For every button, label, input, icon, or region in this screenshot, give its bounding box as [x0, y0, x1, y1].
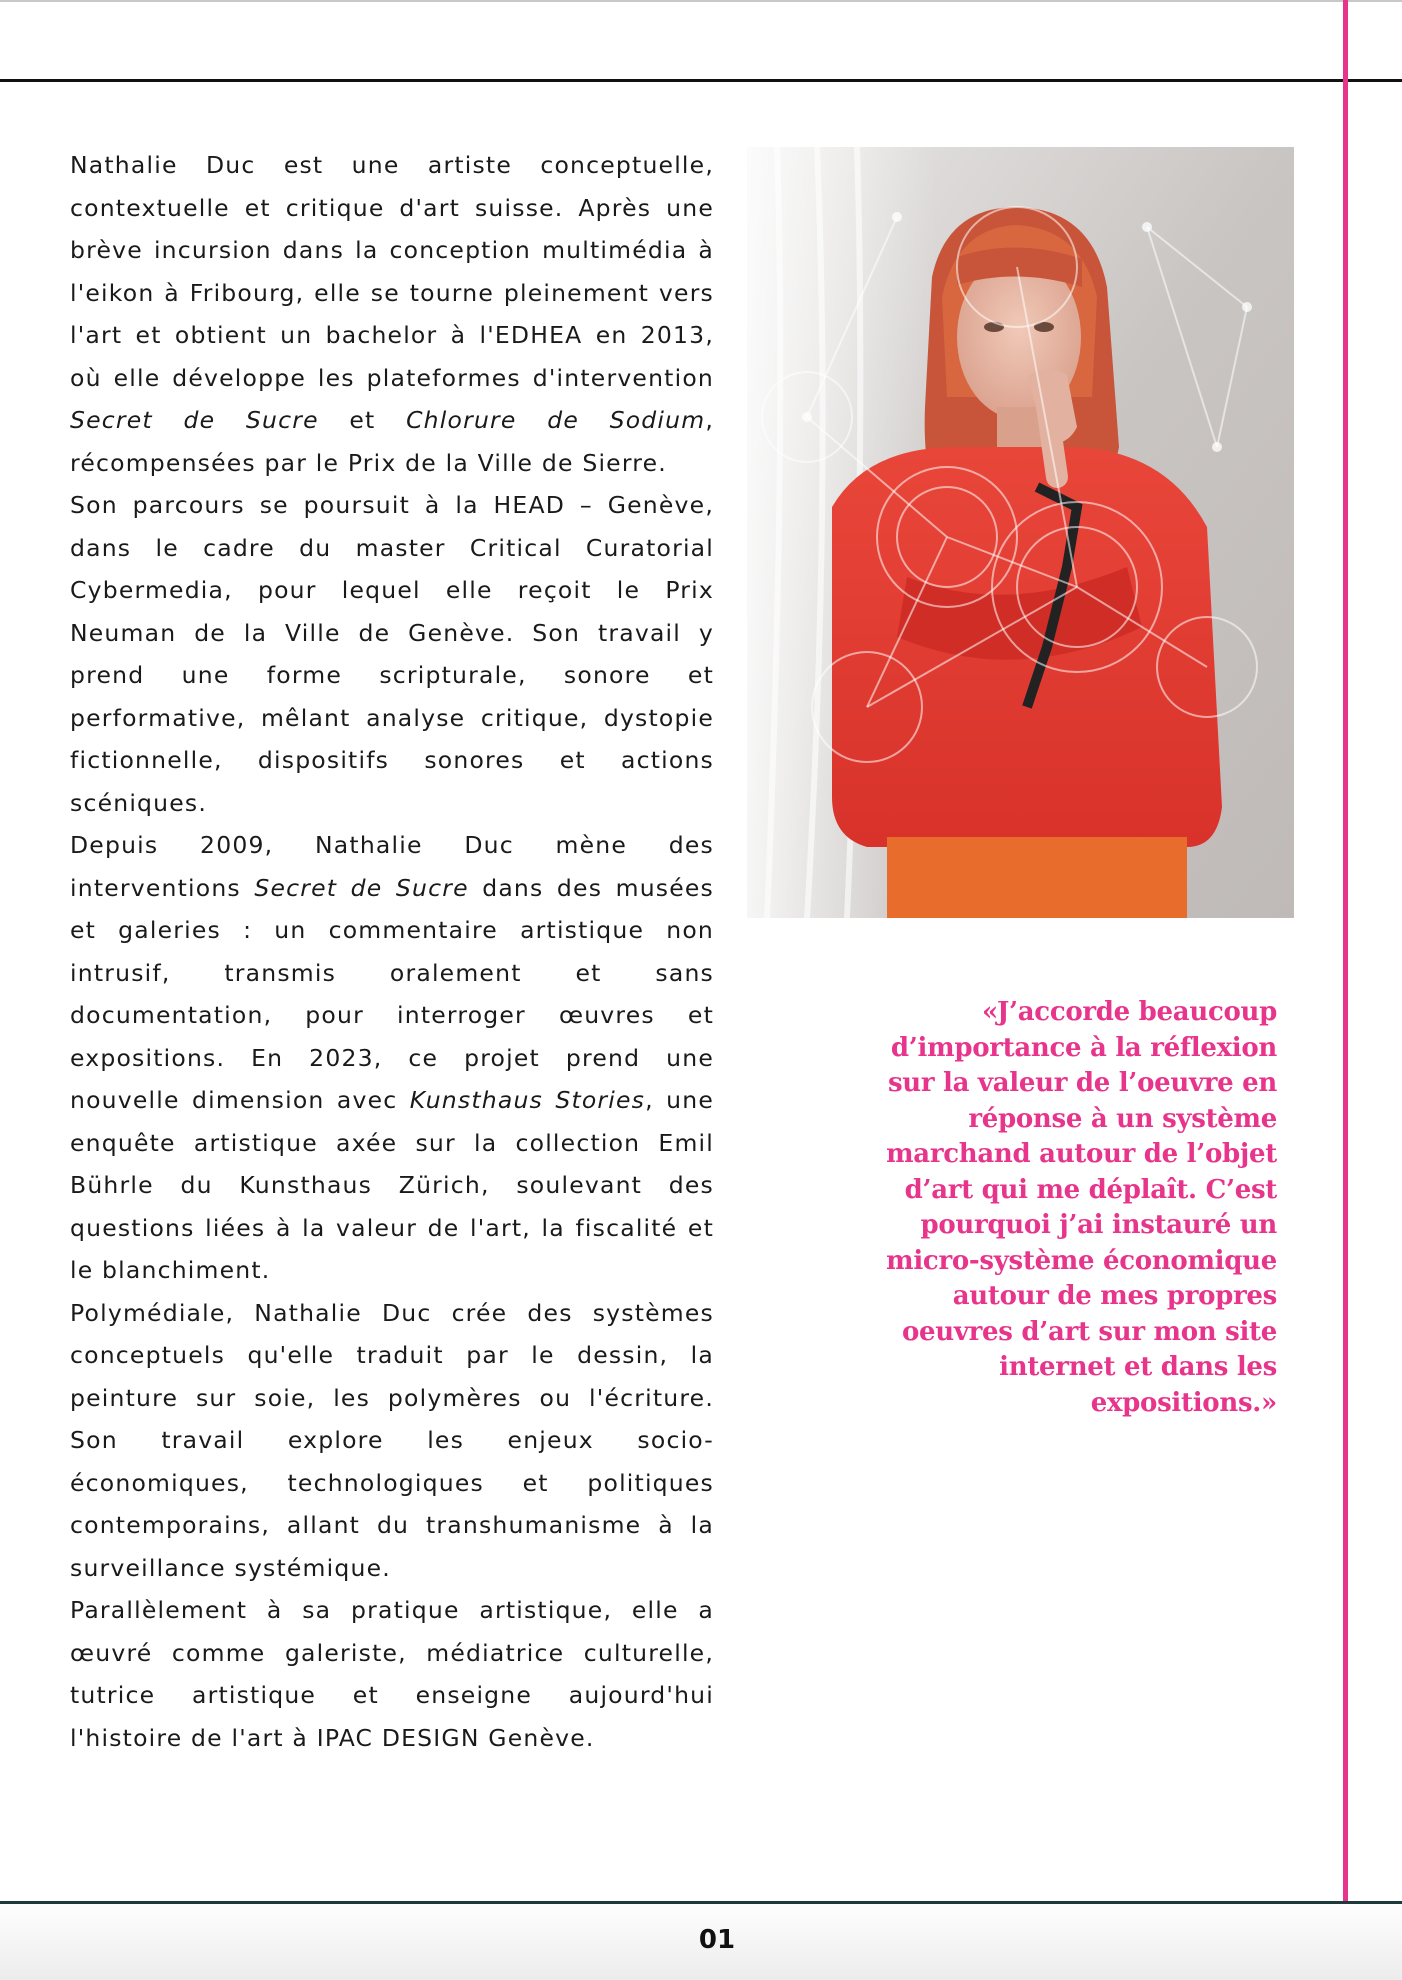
- title-secret-de-sucre-2: Secret de Sucre: [254, 873, 469, 902]
- biography-text: [70, 144, 714, 1759]
- accent-side-rule: [1343, 0, 1348, 1980]
- footer-rule: [0, 1901, 1402, 1904]
- page-number: 01: [698, 1925, 736, 1955]
- header-rule: [0, 79, 1402, 82]
- bio-paragraph-5: Parallèlement à sa pratique artistique, elle a œuvré comme galeriste, médiatrice culturelle, tutrice artistique et enseigne aujourd'hui l'histoire de l'art à IPAC DESIGN Genève.: [70, 1596, 714, 1752]
- top-edge-line: [0, 0, 1402, 2]
- artist-portrait-photo: [747, 147, 1294, 918]
- bio-paragraph-4: Polymédiale, Nathalie Duc crée des systèmes conceptuels qu'elle traduit par le dessin, la peinture sur soie, les polymères ou l'écriture. Son travail explore les enjeux socio-économiques, technologiques et politiques contemporains, allant du transhumanisme à la surveillance systémique.: [70, 1298, 714, 1582]
- title-secret-de-sucre: Secret de Sucre: [70, 406, 319, 434]
- pull-quote: «J’accorde beaucoup d’importance à la réflexion sur la valeur de l’oeuvre en réponse à un système marchand autour de l’objet d’art qui me déplaît. C’est pourquoi j’ai instauré un micro-système économique autour de mes propres oeuvres d’art sur mon site internet et dans les expositions.»: [886, 997, 1277, 1418]
- title-chlorure-de-sodium: Chlorure de Sodium: [406, 406, 706, 434]
- bio-paragraph-3: Depuis 2009, Nathalie Duc mène des interventions Secret de Sucre dans des musées et galeries : un commentaire artistique non intrusif, transmis oralement et sans documentation, pour interroger œuvres et expositions. En 2023, ce projet prend une nouvelle dimension avec Kunsthaus Stories, une enquête artistique axée sur la collection Emil Bührle du Kunsthaus Zürich, soulevant des questions liées à la valeur de l'art, la fiscalité et le blanchiment.: [70, 831, 714, 1284]
- bio-paragraph-1: Nathalie Duc est une artiste conceptuelle, contextuelle et critique d'art suisse. Après une brève incursion dans la conception multimédia à l'eikon à Fribourg, elle se tourne pleinement vers l'art et obtient un bachelor à l'EDHEA en 2013, où elle développe les plateformes d'intervention Secret de Sucre et Chlorure de Sodium, récompensées par le Prix de la Ville de Sierre.: [70, 151, 715, 477]
- title-kunsthaus-stories: Kunsthaus Stories: [409, 1086, 646, 1114]
- bio-paragraph-2: Son parcours se poursuit à la HEAD – Genève, dans le cadre du master Critical Curatorial Cybermedia, pour lequel elle reçoit le Prix Neuman de la Ville de Genève. Son travail y prend une forme scripturale, sonore et performative, mêlant analyse critique, dystopie fictionnelle, dispositifs sonores et actions scéniques.: [70, 491, 714, 817]
